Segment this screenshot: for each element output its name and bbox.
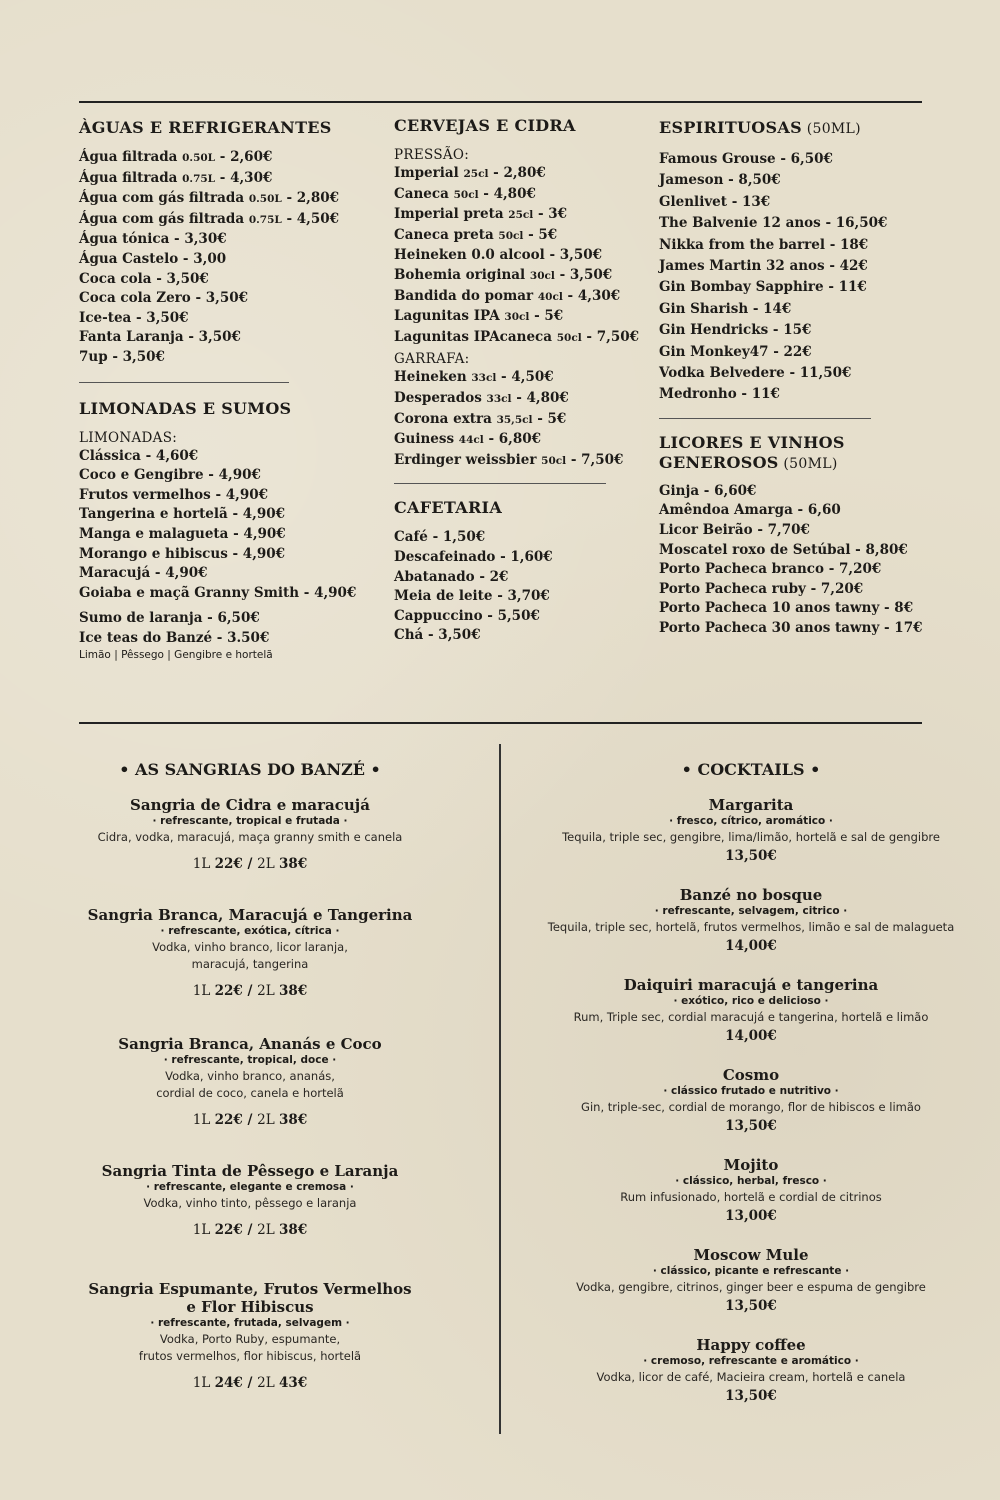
price-size-2: 2L — [257, 1375, 280, 1391]
sangria-name: Sangria de Cidra e maracujá — [130, 796, 370, 814]
limonadas-list — [79, 447, 379, 604]
cerveja-garrafa-item — [394, 430, 654, 451]
limonada-item: Clássica - 4,60€ — [79, 447, 199, 464]
limonadas-sublabel: LIMONADAS: — [79, 429, 178, 446]
cerveja-garrafa-item-price: - 7,50€ — [566, 451, 624, 468]
agua-item-price: - 2,60€ — [215, 149, 273, 165]
column-middle — [394, 116, 654, 646]
agua-item — [79, 210, 379, 231]
sangria-desc: Vodka, vinho branco, ananás, — [165, 1069, 335, 1083]
agua-item-name: Água filtrada — [79, 169, 183, 186]
cocktail-item — [520, 886, 982, 956]
cocktail-tags: · exótico, rico e delicioso · — [673, 995, 829, 1007]
licores-title-line1: LICORES E VINHOS — [659, 432, 845, 452]
top-divider — [79, 101, 922, 103]
cerveja-garrafa-item-name: Erdinger weissbier — [394, 451, 542, 468]
garrafa-list — [394, 368, 654, 471]
price-value-1: 24€ — [214, 1375, 243, 1391]
licores-title-line2: GENEROSOS — [659, 452, 779, 472]
licor-item: Licor Beirão - 7,70€ — [659, 522, 810, 539]
cerveja-pressao-item-price: - 4,30€ — [562, 287, 621, 304]
sangria-desc: Cidra, vodka, maracujá, maça granny smith e canela — [97, 830, 403, 844]
limonada-item: Goiaba e maçã Granny Smith - 4,90€ — [79, 584, 357, 601]
sangria-desc: maracujá, tangerina — [191, 957, 309, 971]
espirituosa-item: Glenlivet - 13€ — [659, 193, 771, 210]
limonada-item: Morango e hibiscus - 4,90€ — [79, 545, 286, 562]
price-value-2: 38€ — [279, 1222, 308, 1238]
cerveja-pressao-item-qty: 40cl — [537, 290, 563, 303]
cerveja-pressao-item-price: - 7,50€ — [581, 328, 639, 345]
column-left — [79, 118, 379, 662]
sangria-price — [70, 1373, 430, 1393]
licor-item: Porto Pacheca branco - 7,20€ — [659, 561, 882, 578]
cocktail-tags: · clássico frutado e nutritivo · — [663, 1085, 839, 1097]
licor-item: Porto Pacheca ruby - 7,20€ — [659, 580, 864, 597]
espirituosa-item: Gin Hendricks - 15€ — [659, 322, 812, 339]
sangria-tags: · refrescante, tropical, doce · — [163, 1054, 337, 1066]
price-size-2: 2L — [257, 1112, 280, 1128]
cerveja-pressao-item-qty: 50cl — [453, 188, 479, 201]
espirituosa-item: Gin Bombay Sapphire - 11€ — [659, 279, 867, 296]
cerveja-garrafa-item-price: - 4,80€ — [511, 389, 569, 406]
cocktail-desc: Gin, triple-sec, cordial de morango, flor de hibiscos e limão — [581, 1100, 921, 1114]
agua-item-name: Ice-tea - 3,50€ — [79, 309, 189, 326]
garrafa-label: GARRAFA: — [394, 351, 470, 368]
pressao-label: PRESSÃO: — [394, 147, 470, 163]
licor-item: Amêndoa Amarga - 6,60 — [659, 502, 841, 519]
agua-item-name: 7up - 3,50€ — [79, 348, 165, 365]
cocktail-item — [520, 976, 982, 1046]
cerveja-garrafa-item-price: - 5€ — [532, 410, 567, 427]
cocktail-name: Daiquiri maracujá e tangerina — [623, 976, 879, 994]
sangria-tags: · refrescante, tropical e frutada · — [152, 815, 348, 827]
cocktail-tags: · fresco, cítrico, aromático · — [669, 815, 833, 827]
price-value-1: 22€ — [214, 1112, 243, 1128]
cocktail-desc: Rum infusionado, hortelã e cordial de citrinos — [620, 1190, 882, 1204]
cerveja-pressao-item-name: Lagunitas IPA — [394, 308, 505, 325]
sangrias-title: • AS SANGRIAS DO BANZÉ • — [119, 760, 381, 779]
agua-item — [79, 169, 379, 190]
cocktail-price: 13,00€ — [725, 1208, 777, 1224]
cerveja-garrafa-item-name: Desperados — [394, 389, 487, 406]
licores-title-line2-wrap — [659, 453, 929, 474]
aguas-list — [79, 148, 379, 368]
cafetaria-item: Chá - 3,50€ — [394, 627, 481, 644]
cocktail-item — [520, 1336, 982, 1406]
cafetaria-item: Meia de leite - 3,70€ — [394, 588, 550, 605]
column-right — [659, 118, 929, 639]
sangria-desc: Vodka, Porto Ruby, espumante, — [159, 1332, 341, 1346]
cerveja-pressao-item-qty: 30cl — [504, 311, 530, 324]
sangria-desc: Vodka, vinho tinto, pêssego e laranja — [143, 1196, 357, 1210]
licor-item: Ginja - 6,60€ — [659, 482, 757, 499]
licor-item: Moscatel roxo de Setúbal - 8,80€ — [659, 541, 908, 558]
agua-item-qty: 0.75L — [182, 172, 216, 185]
sumos-list — [79, 609, 379, 648]
cocktails-list — [520, 796, 982, 1406]
sangria-tags: · refrescante, exótica, cítrica · — [160, 925, 340, 937]
cocktail-price: 14,00€ — [725, 938, 777, 954]
agua-item — [79, 289, 379, 309]
cocktails-section — [520, 760, 982, 1406]
sangrias-list — [70, 796, 430, 1393]
price-value-1: 22€ — [214, 1222, 243, 1238]
espirituosas-list — [659, 149, 929, 406]
espirituosa-item: Vodka Belvedere - 11,50€ — [659, 365, 852, 382]
limonada-item: Maracujá - 4,90€ — [79, 565, 208, 582]
cafetaria-item: Abatanado - 2€ — [394, 568, 509, 585]
cerveja-pressao-item — [394, 185, 654, 206]
cocktail-item — [520, 1156, 982, 1226]
espirituosas-title-unit: (50ML) — [801, 121, 861, 137]
cerveja-garrafa-item — [394, 451, 654, 472]
agua-item-name: Água com gás filtrada — [79, 210, 249, 227]
cerveja-garrafa-item-name: Corona extra — [394, 410, 497, 427]
section-divider — [394, 483, 606, 484]
espirituosa-item: Jameson - 8,50€ — [659, 172, 781, 189]
sangria-price — [70, 1110, 430, 1130]
cocktail-price: 13,50€ — [725, 1298, 777, 1314]
cerveja-garrafa-item-price: - 6,80€ — [483, 431, 542, 448]
price-value-2: 38€ — [279, 1112, 308, 1128]
cocktail-item — [520, 796, 982, 866]
licor-item: Porto Pacheca 10 anos tawny - 8€ — [659, 600, 914, 617]
agua-item-qty: 0.50L — [248, 193, 282, 206]
cerveja-pressao-item-price: - 2,80€ — [488, 165, 546, 181]
cerveja-pressao-item-name: Caneca — [394, 185, 454, 202]
ice-tea-flavours-note: Limão | Pêssego | Gengibre e hortelã — [79, 649, 273, 662]
cerveja-garrafa-item-qty: 33cl — [471, 372, 497, 385]
cocktail-item — [520, 1066, 982, 1136]
cerveja-pressao-item-price: - 3€ — [533, 206, 568, 223]
cocktail-name: Margarita — [708, 796, 794, 814]
cerveja-pressao-item-price: - 3,50€ — [554, 266, 613, 283]
agua-item — [79, 250, 379, 270]
cerveja-pressao-item — [394, 287, 654, 308]
sangria-tags: · refrescante, elegante e cremosa · — [146, 1181, 354, 1193]
cerveja-pressao-item-name: Imperial preta — [394, 206, 509, 223]
espirituosa-item: The Balvenie 12 anos - 16,50€ — [659, 215, 888, 232]
cafetaria-item: Café - 1,50€ — [394, 529, 486, 546]
sangrias-section — [70, 760, 430, 1393]
cocktail-name: Cosmo — [722, 1066, 780, 1084]
sangria-desc: cordial de coco, canela e hortelã — [156, 1086, 344, 1100]
cerveja-pressao-item — [394, 307, 654, 328]
price-separator: / — [242, 1375, 258, 1391]
agua-item-name: Água com gás filtrada — [79, 190, 249, 207]
agua-item — [79, 189, 379, 210]
sangria-item — [70, 1280, 430, 1393]
licores-title-unit: (50ML) — [778, 455, 838, 472]
cocktail-tags: · cremoso, refrescante e aromático · — [643, 1355, 859, 1367]
cafetaria-list — [394, 528, 654, 646]
cerveja-pressao-item — [394, 226, 654, 247]
cocktail-price: 14,00€ — [725, 1028, 777, 1044]
sangria-item — [70, 796, 430, 874]
sumo-item: Sumo de laranja - 6,50€ — [79, 610, 260, 627]
cerveja-pressao-item-name: Caneca preta — [394, 226, 499, 243]
cocktail-price: 13,50€ — [725, 848, 777, 864]
section-divider — [79, 382, 289, 383]
limonada-item: Frutos vermelhos - 4,90€ — [79, 486, 269, 503]
agua-item — [79, 270, 379, 290]
cerveja-garrafa-item-name: Guiness — [394, 431, 459, 448]
sangria-item — [70, 906, 430, 1001]
cerveja-pressao-item-qty: 25cl — [463, 168, 489, 180]
cerveja-pressao-item-name: Bandida do pomar — [394, 287, 538, 304]
agua-item-name: Água filtrada — [79, 149, 183, 165]
cerveja-garrafa-item — [394, 410, 654, 431]
price-separator: / — [242, 856, 258, 872]
cocktail-name: Moscow Mule — [693, 1246, 809, 1264]
agua-item-price: - 4,30€ — [215, 169, 273, 186]
agua-item-name: Água tónica - 3,30€ — [79, 231, 227, 248]
cerveja-pressao-item — [394, 266, 654, 287]
espirituosa-item: Gin Sharish - 14€ — [659, 300, 792, 317]
price-size-1: 1L — [192, 856, 215, 872]
price-size-2: 2L — [257, 1222, 280, 1238]
price-size-2: 2L — [257, 856, 280, 872]
cerveja-pressao-item-qty: 50cl — [556, 331, 582, 344]
agua-item-price: - 4,50€ — [281, 210, 340, 227]
cerveja-pressao-item-price: - 5€ — [523, 226, 558, 243]
cocktail-price: 13,50€ — [725, 1118, 777, 1134]
sangria-tags: · refrescante, frutada, selvagem · — [150, 1317, 350, 1329]
cerveja-garrafa-item-price: - 4,50€ — [496, 369, 554, 386]
cerveja-pressao-item — [394, 246, 654, 266]
cerveja-pressao-item-qty: 50cl — [498, 229, 524, 242]
sangria-name: Sangria Tinta de Pêssego e Laranja — [101, 1162, 399, 1180]
licores-list — [659, 482, 929, 639]
price-value-2: 38€ — [279, 856, 308, 872]
middle-divider — [79, 722, 922, 724]
cerveja-garrafa-item-qty: 44cl — [458, 434, 484, 447]
cerveja-garrafa-item-qty: 35,5cl — [496, 413, 533, 426]
agua-item-name: Fanta Laranja - 3,50€ — [79, 329, 241, 346]
price-separator: / — [242, 1222, 258, 1238]
sangria-item — [70, 1162, 430, 1240]
agua-item — [79, 230, 379, 250]
aguas-title: ÀGUAS E REFRIGERANTES — [79, 118, 332, 137]
cocktail-desc: Rum, Triple sec, cordial maracujá e tangerina, hortelã e limão — [573, 1010, 929, 1024]
price-value-1: 22€ — [214, 856, 243, 872]
espirituosa-item: Famous Grouse - 6,50€ — [659, 151, 833, 167]
cafetaria-title: CAFETARIA — [394, 498, 503, 518]
cocktail-price: 13,50€ — [725, 1388, 777, 1404]
price-size-2: 2L — [257, 983, 280, 999]
agua-item-qty: 0.75L — [248, 213, 282, 226]
cerveja-garrafa-item-name: Heineken — [394, 369, 472, 386]
espirituosa-item: Gin Monkey47 - 22€ — [659, 343, 812, 360]
cocktail-desc: Vodka, gengibre, citrinos, ginger beer e espuma de gengibre — [576, 1280, 926, 1294]
cerveja-pressao-item-name: Bohemia original — [394, 266, 530, 283]
cocktail-name: Mojito — [723, 1156, 779, 1174]
espirituosa-item: Medronho - 11€ — [659, 386, 780, 403]
limonada-item: Tangerina e hortelã - 4,90€ — [79, 506, 286, 523]
cerveja-garrafa-item-qty: 33cl — [486, 392, 512, 405]
sangria-item — [70, 1035, 430, 1130]
price-separator: / — [242, 1112, 258, 1128]
espirituosas-title-text: ESPIRITUOSAS — [659, 118, 802, 137]
price-value-2: 43€ — [279, 1375, 308, 1391]
licores-title — [659, 433, 929, 474]
agua-item — [79, 328, 379, 348]
cerveja-pressao-item-price: - 5€ — [529, 308, 564, 325]
agua-item-qty: 0.50L — [182, 152, 216, 164]
limonada-item: Coco e Gengibre - 4,90€ — [79, 467, 261, 484]
price-size-1: 1L — [192, 1222, 215, 1238]
sangria-name-line2: e Flor Hibiscus — [186, 1298, 314, 1316]
cocktail-name: Banzé no bosque — [679, 886, 823, 904]
cocktails-title: • COCKTAILS • — [681, 760, 821, 779]
cocktail-desc: Tequila, triple sec, gengibre, lima/limão, hortelã e sal de gengibre — [562, 830, 940, 844]
licor-item: Porto Pacheca 30 anos tawny - 17€ — [659, 620, 923, 637]
cerveja-pressao-item — [394, 164, 654, 185]
price-size-1: 1L — [192, 1375, 215, 1391]
cerveja-pressao-item — [394, 328, 654, 349]
cerveja-garrafa-item-qty: 50cl — [541, 454, 567, 467]
cocktail-desc: Tequila, triple sec, hortelã, frutos vermelhos, limão e sal de malagueta — [547, 920, 955, 934]
espirituosa-item: Nikka from the barrel - 18€ — [659, 236, 869, 253]
sangria-desc: Vodka, vinho branco, licor laranja, — [152, 940, 348, 954]
cocktail-tags: · clássico, picante e refrescante · — [652, 1265, 850, 1277]
cocktail-tags: · clássico, herbal, fresco · — [675, 1175, 827, 1187]
sangria-price — [70, 854, 430, 874]
cerveja-pressao-item — [394, 205, 654, 226]
sangria-desc: frutos vermelhos, flor hibiscus, hortelã — [138, 1349, 362, 1363]
espirituosa-item: James Martin 32 anos - 42€ — [659, 258, 868, 275]
agua-item-name: Coca cola Zero - 3,50€ — [79, 290, 249, 307]
vertical-divider — [499, 744, 501, 1434]
cerveja-pressao-item-qty: 25cl — [508, 209, 534, 222]
sangria-price — [70, 981, 430, 1001]
cerveja-pressao-item-name: Heineken 0.0 alcool - 3,50€ — [394, 247, 603, 264]
pressao-list — [394, 164, 654, 348]
espirituosas-title — [659, 118, 929, 139]
cervejas-title: CERVEJAS E CIDRA — [394, 116, 576, 135]
sangria-price — [70, 1220, 430, 1240]
price-size-1: 1L — [192, 983, 215, 999]
price-size-1: 1L — [192, 1112, 215, 1128]
agua-item-price: - 2,80€ — [281, 190, 340, 207]
price-value-1: 22€ — [214, 983, 243, 999]
cerveja-pressao-item-qty: 30cl — [529, 269, 555, 282]
agua-item — [79, 348, 379, 368]
price-value-2: 38€ — [279, 983, 308, 999]
sangria-name: Sangria Branca, Maracujá e Tangerina — [87, 906, 413, 924]
section-divider — [659, 418, 871, 419]
agua-item-name: Água Castelo - 3,00 — [79, 250, 227, 267]
price-separator: / — [242, 983, 258, 999]
cocktail-desc: Vodka, licor de café, Macieira cream, hortelã e canela — [596, 1370, 906, 1384]
cafetaria-item: Descafeinado - 1,60€ — [394, 548, 553, 565]
sangria-name: Sangria Branca, Ananás e Coco — [118, 1035, 382, 1053]
cafetaria-item: Cappuccino - 5,50€ — [394, 607, 540, 624]
cocktail-tags: · refrescante, selvagem, citrico · — [654, 905, 848, 917]
cerveja-garrafa-item — [394, 368, 654, 389]
sumo-item: Ice teas do Banzé - 3.50€ — [79, 629, 270, 646]
agua-item — [79, 309, 379, 329]
cerveja-pressao-item-name: Imperial — [394, 165, 464, 181]
cerveja-garrafa-item — [394, 389, 654, 410]
cerveja-pressao-item-price: - 4,80€ — [478, 185, 536, 202]
agua-item — [79, 148, 379, 169]
cocktail-name: Happy coffee — [696, 1336, 806, 1354]
limonada-item: Manga e malagueta - 4,90€ — [79, 525, 286, 542]
cocktail-item — [520, 1246, 982, 1316]
cerveja-pressao-item-name: Lagunitas IPAcaneca — [394, 328, 557, 345]
sangria-name: Sangria Espumante, Frutos Vermelhos — [88, 1280, 412, 1298]
agua-item-name: Coca cola - 3,50€ — [79, 270, 209, 287]
limonadas-title: LIMONADAS E SUMOS — [79, 398, 292, 418]
